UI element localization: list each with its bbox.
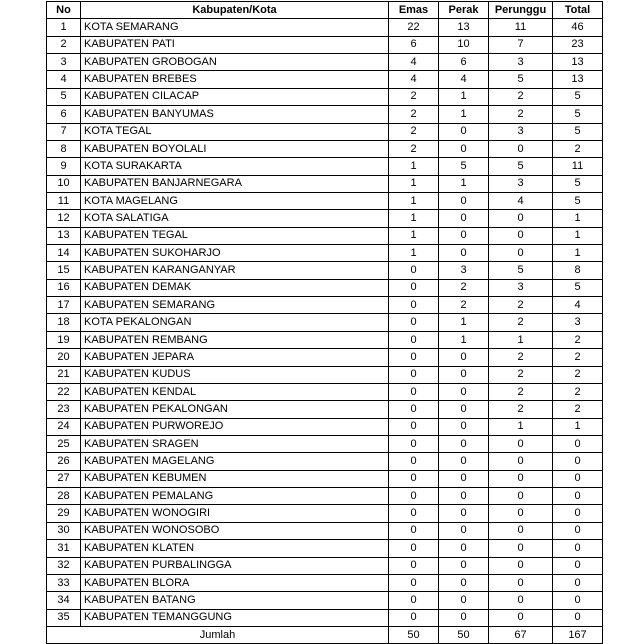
cell-name: KABUPATEN GROBOGAN [81, 54, 389, 71]
table-row [47, 418, 603, 435]
cell-name: KABUPATEN BANJARNEGARA [81, 175, 389, 192]
footer-row [47, 626, 603, 643]
cell-emas: 0 [389, 297, 439, 314]
cell-perak: 0 [439, 383, 489, 400]
table-body [47, 19, 603, 627]
cell-total: 2 [553, 349, 603, 366]
cell-emas: 1 [389, 227, 439, 244]
cell-emas: 0 [389, 279, 439, 296]
header-perak: Perak [439, 2, 489, 19]
cell-total: 2 [553, 366, 603, 383]
table-row [47, 140, 603, 157]
cell-perak: 0 [439, 522, 489, 539]
cell-perunggu: 3 [489, 279, 553, 296]
cell-perak: 0 [439, 401, 489, 418]
cell-emas: 2 [389, 106, 439, 123]
cell-name: KABUPATEN BANYUMAS [81, 106, 389, 123]
cell-name: KABUPATEN REMBANG [81, 331, 389, 348]
cell-emas: 0 [389, 592, 439, 609]
cell-name: KOTA PEKALONGAN [81, 314, 389, 331]
table-row [47, 297, 603, 314]
cell-perunggu: 0 [489, 140, 553, 157]
cell-no: 6 [47, 106, 81, 123]
cell-emas: 2 [389, 88, 439, 105]
cell-no: 35 [47, 609, 81, 626]
table-row [47, 175, 603, 192]
table-row [47, 574, 603, 591]
cell-perunggu: 11 [489, 19, 553, 36]
cell-total: 0 [553, 574, 603, 591]
cell-name: KABUPATEN BLORA [81, 574, 389, 591]
table-row [47, 210, 603, 227]
cell-total: 5 [553, 88, 603, 105]
cell-perunggu: 7 [489, 36, 553, 53]
cell-perunggu: 1 [489, 331, 553, 348]
cell-total: 0 [553, 435, 603, 452]
cell-perak: 4 [439, 71, 489, 88]
cell-no: 26 [47, 453, 81, 470]
cell-name: KABUPATEN BREBES [81, 71, 389, 88]
cell-no: 19 [47, 331, 81, 348]
cell-perunggu: 3 [489, 123, 553, 140]
cell-perak: 0 [439, 574, 489, 591]
cell-perunggu: 3 [489, 175, 553, 192]
cell-name: KABUPATEN KUDUS [81, 366, 389, 383]
cell-perak: 1 [439, 175, 489, 192]
cell-name: KOTA TEGAL [81, 123, 389, 140]
cell-emas: 0 [389, 505, 439, 522]
cell-no: 17 [47, 297, 81, 314]
cell-no: 15 [47, 262, 81, 279]
cell-name: KABUPATEN KEBUMEN [81, 470, 389, 487]
cell-perunggu: 0 [489, 488, 553, 505]
table-row [47, 54, 603, 71]
cell-total: 0 [553, 453, 603, 470]
cell-perak: 0 [439, 245, 489, 262]
cell-perunggu: 5 [489, 158, 553, 175]
cell-name: KABUPATEN BOYOLALI [81, 140, 389, 157]
cell-emas: 1 [389, 175, 439, 192]
cell-perak: 0 [439, 592, 489, 609]
table-row [47, 592, 603, 609]
cell-no: 28 [47, 488, 81, 505]
cell-no: 10 [47, 175, 81, 192]
cell-no: 18 [47, 314, 81, 331]
cell-emas: 0 [389, 349, 439, 366]
cell-no: 25 [47, 435, 81, 452]
cell-emas: 4 [389, 54, 439, 71]
cell-no: 11 [47, 192, 81, 209]
cell-name: KABUPATEN KLATEN [81, 540, 389, 557]
cell-no: 9 [47, 158, 81, 175]
cell-no: 12 [47, 210, 81, 227]
cell-perunggu: 0 [489, 574, 553, 591]
cell-total: 2 [553, 383, 603, 400]
cell-name: KABUPATEN PURWOREJO [81, 418, 389, 435]
cell-perunggu: 0 [489, 453, 553, 470]
cell-perunggu: 2 [489, 297, 553, 314]
cell-emas: 0 [389, 418, 439, 435]
cell-emas: 1 [389, 210, 439, 227]
cell-perak: 6 [439, 54, 489, 71]
cell-perak: 0 [439, 470, 489, 487]
cell-no: 2 [47, 36, 81, 53]
cell-perak: 0 [439, 418, 489, 435]
table-row [47, 71, 603, 88]
header-emas: Emas [389, 2, 439, 19]
cell-emas: 2 [389, 123, 439, 140]
cell-no: 4 [47, 71, 81, 88]
header-perunggu: Perunggu [489, 2, 553, 19]
table-row [47, 383, 603, 400]
cell-perak: 5 [439, 158, 489, 175]
cell-perak: 13 [439, 19, 489, 36]
medal-table [46, 1, 603, 644]
table-row [47, 88, 603, 105]
footer-perak: 50 [439, 626, 489, 643]
cell-name: KABUPATEN KARANGANYAR [81, 262, 389, 279]
cell-no: 13 [47, 227, 81, 244]
cell-perak: 0 [439, 349, 489, 366]
cell-total: 5 [553, 175, 603, 192]
cell-name: KABUPATEN KENDAL [81, 383, 389, 400]
cell-emas: 0 [389, 522, 439, 539]
header-total: Total [553, 2, 603, 19]
cell-no: 8 [47, 140, 81, 157]
cell-perak: 0 [439, 366, 489, 383]
table-row [47, 158, 603, 175]
cell-perunggu: 5 [489, 262, 553, 279]
cell-perak: 0 [439, 540, 489, 557]
cell-perunggu: 0 [489, 227, 553, 244]
cell-emas: 1 [389, 192, 439, 209]
cell-name: KABUPATEN DEMAK [81, 279, 389, 296]
cell-total: 5 [553, 279, 603, 296]
cell-name: KABUPATEN TEMANGGUNG [81, 609, 389, 626]
cell-perunggu: 0 [489, 540, 553, 557]
cell-no: 21 [47, 366, 81, 383]
cell-perak: 1 [439, 88, 489, 105]
table-row [47, 540, 603, 557]
cell-name: KABUPATEN SRAGEN [81, 435, 389, 452]
cell-no: 3 [47, 54, 81, 71]
cell-emas: 0 [389, 609, 439, 626]
cell-emas: 0 [389, 540, 439, 557]
cell-total: 11 [553, 158, 603, 175]
cell-total: 0 [553, 470, 603, 487]
cell-perunggu: 0 [489, 435, 553, 452]
cell-perunggu: 2 [489, 383, 553, 400]
table-row [47, 401, 603, 418]
cell-emas: 0 [389, 383, 439, 400]
cell-perunggu: 0 [489, 592, 553, 609]
cell-name: KABUPATEN TEGAL [81, 227, 389, 244]
cell-no: 22 [47, 383, 81, 400]
cell-total: 0 [553, 540, 603, 557]
cell-no: 23 [47, 401, 81, 418]
cell-name: KABUPATEN BATANG [81, 592, 389, 609]
cell-emas: 0 [389, 401, 439, 418]
cell-no: 1 [47, 19, 81, 36]
cell-no: 30 [47, 522, 81, 539]
cell-perunggu: 0 [489, 505, 553, 522]
table-row [47, 227, 603, 244]
cell-total: 4 [553, 297, 603, 314]
table-row [47, 488, 603, 505]
cell-perak: 0 [439, 557, 489, 574]
table-row [47, 470, 603, 487]
cell-no: 24 [47, 418, 81, 435]
cell-perunggu: 4 [489, 192, 553, 209]
cell-perak: 10 [439, 36, 489, 53]
cell-perunggu: 0 [489, 210, 553, 227]
cell-perak: 1 [439, 106, 489, 123]
footer-emas: 50 [389, 626, 439, 643]
cell-total: 2 [553, 331, 603, 348]
cell-emas: 6 [389, 36, 439, 53]
cell-no: 29 [47, 505, 81, 522]
cell-emas: 0 [389, 557, 439, 574]
cell-emas: 22 [389, 19, 439, 36]
cell-emas: 0 [389, 366, 439, 383]
table-row [47, 453, 603, 470]
cell-total: 23 [553, 36, 603, 53]
cell-no: 7 [47, 123, 81, 140]
cell-total: 13 [553, 71, 603, 88]
cell-emas: 0 [389, 488, 439, 505]
cell-perak: 0 [439, 505, 489, 522]
cell-perunggu: 0 [489, 470, 553, 487]
cell-total: 13 [553, 54, 603, 71]
cell-no: 14 [47, 245, 81, 262]
cell-perak: 1 [439, 331, 489, 348]
cell-perunggu: 2 [489, 401, 553, 418]
cell-name: KABUPATEN PEKALONGAN [81, 401, 389, 418]
cell-no: 31 [47, 540, 81, 557]
cell-name: KABUPATEN SUKOHARJO [81, 245, 389, 262]
cell-emas: 0 [389, 331, 439, 348]
table-row [47, 123, 603, 140]
footer-label: Jumlah [47, 626, 389, 643]
cell-perunggu: 5 [489, 71, 553, 88]
cell-total: 8 [553, 262, 603, 279]
cell-name: KOTA MAGELANG [81, 192, 389, 209]
cell-perak: 0 [439, 488, 489, 505]
cell-emas: 2 [389, 140, 439, 157]
cell-perunggu: 2 [489, 349, 553, 366]
cell-perak: 1 [439, 314, 489, 331]
cell-emas: 0 [389, 314, 439, 331]
cell-perak: 0 [439, 123, 489, 140]
cell-name: KABUPATEN CILACAP [81, 88, 389, 105]
table-row [47, 609, 603, 626]
table-row [47, 279, 603, 296]
cell-no: 27 [47, 470, 81, 487]
table-row [47, 557, 603, 574]
cell-emas: 0 [389, 574, 439, 591]
cell-total: 1 [553, 227, 603, 244]
cell-perunggu: 2 [489, 314, 553, 331]
cell-emas: 0 [389, 470, 439, 487]
cell-emas: 1 [389, 158, 439, 175]
cell-total: 3 [553, 314, 603, 331]
footer-perunggu: 67 [489, 626, 553, 643]
table-row [47, 349, 603, 366]
cell-perunggu: 0 [489, 609, 553, 626]
cell-perunggu: 2 [489, 88, 553, 105]
table-row [47, 36, 603, 53]
cell-perunggu: 0 [489, 522, 553, 539]
cell-name: KABUPATEN PURBALINGGA [81, 557, 389, 574]
cell-total: 0 [553, 522, 603, 539]
cell-name: KABUPATEN JEPARA [81, 349, 389, 366]
cell-perunggu: 3 [489, 54, 553, 71]
cell-name: KABUPATEN MAGELANG [81, 453, 389, 470]
cell-perunggu: 0 [489, 557, 553, 574]
footer-total: 167 [553, 626, 603, 643]
cell-perak: 0 [439, 435, 489, 452]
cell-name: KOTA SEMARANG [81, 19, 389, 36]
cell-total: 2 [553, 140, 603, 157]
cell-total: 2 [553, 401, 603, 418]
cell-emas: 0 [389, 435, 439, 452]
cell-perak: 0 [439, 210, 489, 227]
cell-total: 5 [553, 106, 603, 123]
table-row [47, 262, 603, 279]
cell-perunggu: 2 [489, 366, 553, 383]
table-row [47, 314, 603, 331]
cell-total: 0 [553, 557, 603, 574]
cell-name: KABUPATEN WONOGIRI [81, 505, 389, 522]
cell-no: 34 [47, 592, 81, 609]
header-name: Kabupaten/Kota [81, 2, 389, 19]
header-no: No [47, 2, 81, 19]
cell-perak: 0 [439, 609, 489, 626]
table-row [47, 505, 603, 522]
cell-perunggu: 2 [489, 106, 553, 123]
cell-total: 1 [553, 245, 603, 262]
cell-total: 0 [553, 505, 603, 522]
cell-total: 5 [553, 123, 603, 140]
table-row [47, 245, 603, 262]
header-row [47, 2, 603, 19]
cell-perak: 0 [439, 227, 489, 244]
table-row [47, 19, 603, 36]
cell-total: 46 [553, 19, 603, 36]
cell-total: 1 [553, 418, 603, 435]
cell-emas: 1 [389, 245, 439, 262]
cell-perak: 0 [439, 192, 489, 209]
table-row [47, 366, 603, 383]
table-row [47, 522, 603, 539]
cell-total: 0 [553, 488, 603, 505]
cell-no: 16 [47, 279, 81, 296]
cell-no: 5 [47, 88, 81, 105]
cell-name: KOTA SALATIGA [81, 210, 389, 227]
cell-perak: 3 [439, 262, 489, 279]
cell-perunggu: 1 [489, 418, 553, 435]
cell-perak: 0 [439, 140, 489, 157]
cell-emas: 0 [389, 453, 439, 470]
cell-total: 1 [553, 210, 603, 227]
cell-emas: 0 [389, 262, 439, 279]
cell-name: KABUPATEN PATI [81, 36, 389, 53]
table-row [47, 331, 603, 348]
cell-name: KOTA SURAKARTA [81, 158, 389, 175]
cell-no: 33 [47, 574, 81, 591]
table-row [47, 106, 603, 123]
cell-perak: 2 [439, 297, 489, 314]
cell-name: KABUPATEN SEMARANG [81, 297, 389, 314]
cell-name: KABUPATEN PEMALANG [81, 488, 389, 505]
cell-total: 5 [553, 192, 603, 209]
table-row [47, 192, 603, 209]
cell-name: KABUPATEN WONOSOBO [81, 522, 389, 539]
cell-emas: 4 [389, 71, 439, 88]
cell-total: 0 [553, 592, 603, 609]
cell-perak: 2 [439, 279, 489, 296]
cell-perak: 0 [439, 453, 489, 470]
cell-no: 32 [47, 557, 81, 574]
cell-no: 20 [47, 349, 81, 366]
table-row [47, 435, 603, 452]
cell-total: 0 [553, 609, 603, 626]
cell-perunggu: 0 [489, 245, 553, 262]
